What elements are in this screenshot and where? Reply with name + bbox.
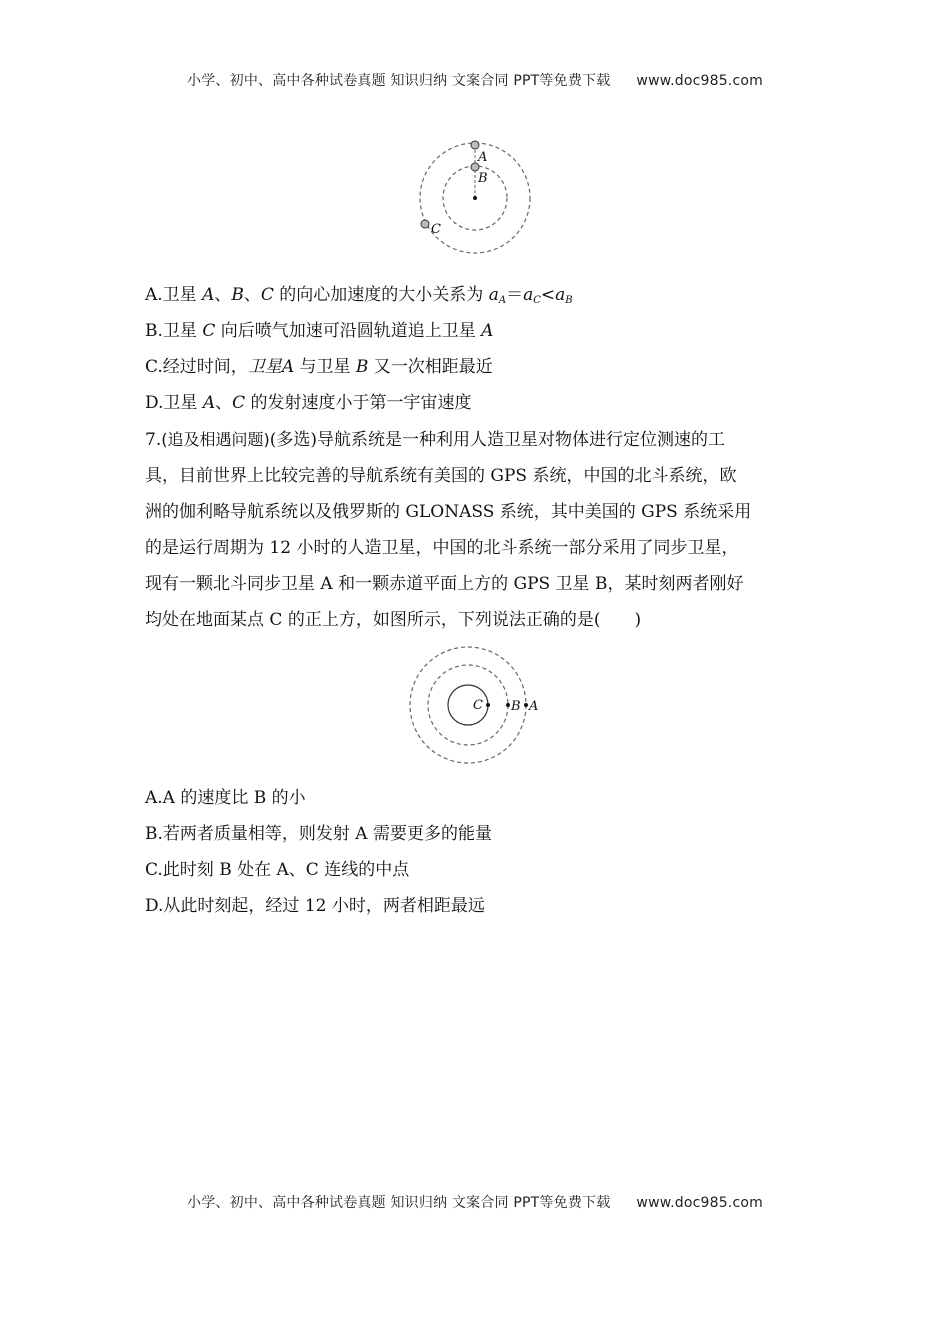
q6-option-b: B.卫星 C 向后喷气加速可沿圆轨道追上卫星 A bbox=[145, 321, 494, 341]
footer-text: 小学、初中、高中各种试卷真题 知识归纳 文案合同 PPT等免费下载 bbox=[187, 1195, 611, 1211]
q7-line-4: 的是运行周期为 12 小时的人造卫星，中国的北斗系统一部分采用了同步卫星， bbox=[145, 538, 739, 558]
satellite-c bbox=[421, 220, 429, 228]
figure-orbits-cba bbox=[400, 640, 560, 770]
label-b: B bbox=[478, 171, 488, 186]
q6-option-c: C.经过时间，卫星A 与卫星 B 又一次相距最近 bbox=[145, 357, 493, 377]
label-c: C bbox=[431, 222, 441, 237]
satellite-a bbox=[471, 141, 479, 149]
middle-orbit bbox=[428, 665, 508, 745]
satellite-a bbox=[524, 703, 528, 707]
header-url[interactable]: www.doc985.com bbox=[636, 73, 763, 89]
q6-option-a: A.卫星 A、B、C 的向心加速度的大小关系为 $a_A=a_C<a_B$ bbox=[145, 285, 573, 306]
header-text: 小学、初中、高中各种试卷真题 知识归纳 文案合同 PPT等免费下载 bbox=[187, 73, 611, 89]
q7-line-5: 现有一颗北斗同步卫星 A 和一颗赤道平面上方的 GPS 卫星 B，某时刻两者刚好 bbox=[145, 574, 744, 594]
figure-orbits-abc bbox=[405, 135, 545, 265]
q7-option-b: B.若两者质量相等，则发射 A 需要更多的能量 bbox=[145, 824, 492, 844]
q7-line-2: 具，目前世界上比较完善的导航系统有美国的 GPS 系统，中国的北斗系统，欧 bbox=[145, 466, 737, 486]
point-c bbox=[486, 703, 490, 707]
q7-line-3: 洲的伽利略导航系统以及俄罗斯的 GLONASS 系统，其中美国的 GPS 系统采用 bbox=[145, 502, 752, 522]
q6-option-d: D.卫星 A、C 的发射速度小于第一宇宙速度 bbox=[145, 393, 472, 413]
center-dot bbox=[473, 196, 477, 200]
satellite-b bbox=[506, 703, 510, 707]
label-a: A bbox=[529, 699, 539, 714]
page-header bbox=[0, 70, 950, 90]
page-footer bbox=[0, 1192, 950, 1212]
label-b: B bbox=[511, 699, 521, 714]
q7-option-c: C.此时刻 B 处在 A、C 连线的中点 bbox=[145, 860, 410, 880]
q7-line-1: 7.(追及相遇问题)(多选)导航系统是一种利用人造卫星对物体进行定位测速的工 bbox=[145, 430, 725, 450]
footer-url[interactable]: www.doc985.com bbox=[636, 1195, 763, 1211]
q7-stem bbox=[145, 422, 810, 638]
q7-line-6: 均处在地面某点 C 的正上方，如图所示，下列说法正确的是( ) bbox=[145, 610, 642, 630]
label-a: A bbox=[478, 150, 488, 165]
label-c: C bbox=[473, 698, 483, 713]
q7-option-d: D.从此时刻起，经过 12 小时，两者相距最远 bbox=[145, 896, 485, 916]
q7-option-a: A.A 的速度比 B 的小 bbox=[145, 788, 306, 808]
